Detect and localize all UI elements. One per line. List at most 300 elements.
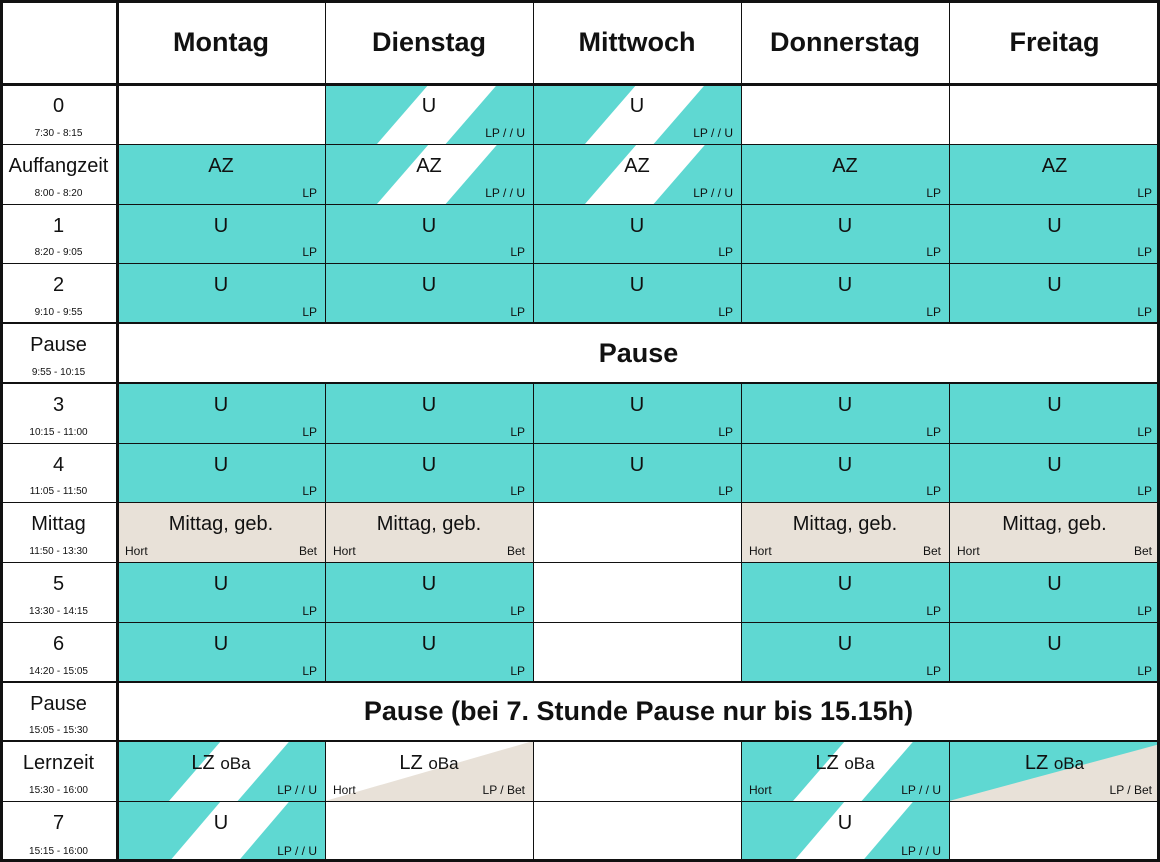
slot-cell bbox=[741, 443, 949, 502]
period-time: 10:15 - 11:00 bbox=[29, 427, 88, 438]
slot-cell bbox=[325, 144, 533, 204]
slot-label bbox=[117, 454, 325, 477]
slot-note-right: LP bbox=[926, 186, 941, 200]
slot-note-right: LP / / U bbox=[277, 783, 317, 797]
day-header: Dienstag bbox=[325, 0, 533, 84]
slot-label bbox=[117, 812, 325, 835]
slot-note-right: LP bbox=[510, 484, 525, 498]
slot-cell bbox=[741, 144, 949, 204]
slot-cell bbox=[117, 801, 325, 862]
slot-cell bbox=[325, 204, 533, 263]
slot-note-right: LP bbox=[1137, 664, 1152, 678]
slot-label-text: U bbox=[421, 215, 437, 237]
day-header: Freitag bbox=[949, 0, 1160, 84]
grid-line bbox=[325, 263, 326, 323]
slot-label-text: U bbox=[213, 215, 229, 237]
grid-line bbox=[533, 502, 534, 562]
slot-label-text: U bbox=[1047, 573, 1062, 595]
corner-cell bbox=[0, 0, 117, 84]
slot-cell bbox=[949, 801, 1160, 862]
slot-note-right: LP bbox=[926, 484, 941, 498]
pause-banner: Pause (bei 7. Stunde Pause nur bis 15.15h) bbox=[117, 682, 1160, 741]
period-time: 9:10 - 9:55 bbox=[34, 307, 83, 318]
period-name: 2 bbox=[52, 274, 65, 296]
slot-cell bbox=[741, 263, 949, 323]
grid-line bbox=[949, 502, 950, 562]
grid-line bbox=[949, 144, 950, 204]
slot-label bbox=[117, 274, 325, 297]
slot-note-right: Bet bbox=[506, 544, 525, 558]
slot-note-right: LP bbox=[718, 484, 733, 498]
slot-note-right: LP bbox=[926, 664, 941, 678]
slot-label-text: U bbox=[837, 274, 853, 296]
period-label bbox=[0, 502, 117, 562]
slot-label bbox=[533, 215, 741, 238]
slot-cell bbox=[741, 502, 949, 562]
period-label bbox=[0, 204, 117, 263]
grid-line bbox=[741, 263, 742, 323]
slot-label bbox=[117, 155, 325, 178]
slot-label bbox=[741, 274, 949, 297]
slot-label-text: LZ bbox=[399, 752, 423, 774]
grid-line bbox=[741, 144, 742, 204]
slot-note-right: LP bbox=[926, 425, 941, 439]
slot-label-text: LZ bbox=[191, 752, 215, 774]
slot-note-left: Hort bbox=[957, 544, 980, 558]
slot-label bbox=[117, 633, 325, 656]
grid-line bbox=[0, 144, 1160, 145]
slot-cell bbox=[533, 443, 741, 502]
grid-line bbox=[0, 801, 1160, 802]
grid-line bbox=[533, 263, 534, 323]
slot-label bbox=[949, 394, 1160, 417]
slot-note-left: Hort bbox=[749, 544, 772, 558]
slot-label-text: U bbox=[213, 633, 229, 655]
grid-line bbox=[949, 443, 950, 502]
slot-cell bbox=[117, 144, 325, 204]
day-header: Donnerstag bbox=[741, 0, 949, 84]
slot-label bbox=[117, 394, 325, 417]
slot-label bbox=[325, 633, 533, 656]
slot-label bbox=[949, 274, 1160, 297]
slot-label-text: U bbox=[421, 274, 437, 296]
period-time: 14:20 - 15:05 bbox=[29, 666, 88, 677]
grid-line bbox=[741, 741, 742, 801]
slot-note-right: LP / / U bbox=[485, 186, 525, 200]
grid-line bbox=[533, 0, 534, 84]
slot-note-right: LP bbox=[302, 664, 317, 678]
slot-label-sub: oBa bbox=[844, 754, 875, 773]
slot-label bbox=[741, 573, 949, 596]
slot-note-right: LP bbox=[302, 484, 317, 498]
slot-label bbox=[741, 215, 949, 238]
slot-cell bbox=[533, 144, 741, 204]
grid-line bbox=[325, 144, 326, 204]
period-name: 3 bbox=[52, 394, 65, 416]
grid-line bbox=[0, 83, 1160, 86]
slot-label bbox=[533, 454, 741, 477]
slot-label-text: AZ bbox=[832, 155, 858, 177]
slot-label bbox=[533, 394, 741, 417]
day-header: Mittwoch bbox=[533, 0, 741, 84]
slot-label bbox=[325, 155, 533, 178]
period-name: Mittag bbox=[31, 513, 86, 535]
slot-label-text: U bbox=[837, 812, 853, 834]
grid-line bbox=[0, 681, 1160, 683]
slot-note-right: LP bbox=[1137, 425, 1152, 439]
slot-cell bbox=[117, 562, 325, 622]
slot-label bbox=[325, 394, 533, 417]
slot-cell bbox=[949, 383, 1160, 443]
slot-cell bbox=[325, 383, 533, 443]
grid-line bbox=[741, 443, 742, 502]
period-time: 13:30 - 14:15 bbox=[29, 606, 88, 617]
slot-cell bbox=[741, 622, 949, 682]
period-time: 15:05 - 15:30 bbox=[29, 725, 88, 736]
period-time: 9:55 - 10:15 bbox=[31, 367, 86, 378]
slot-note-right: LP bbox=[926, 604, 941, 618]
period-name: Pause bbox=[30, 693, 87, 715]
slot-label-text: U bbox=[1047, 274, 1062, 296]
period-name: 6 bbox=[52, 633, 65, 655]
slot-cell bbox=[533, 204, 741, 263]
grid-line bbox=[741, 801, 742, 862]
grid-line bbox=[533, 204, 534, 263]
slot-label-text: AZ bbox=[416, 155, 442, 177]
grid-line bbox=[741, 84, 742, 144]
period-name: 5 bbox=[52, 573, 65, 595]
period-label bbox=[0, 263, 117, 323]
slot-cell bbox=[325, 443, 533, 502]
slot-cell bbox=[325, 502, 533, 562]
slot-cell bbox=[117, 84, 325, 144]
slot-cell bbox=[325, 622, 533, 682]
grid-line bbox=[533, 383, 534, 443]
period-name: 7 bbox=[52, 812, 65, 834]
day-header: Montag bbox=[117, 0, 325, 84]
grid-line bbox=[949, 84, 950, 144]
slot-note-left: Hort bbox=[333, 783, 356, 797]
slot-label bbox=[949, 573, 1160, 596]
slot-label bbox=[325, 274, 533, 297]
period-label bbox=[0, 443, 117, 502]
slot-label bbox=[117, 573, 325, 596]
period-name: 0 bbox=[52, 95, 65, 117]
slot-note-right: LP / / U bbox=[693, 186, 733, 200]
slot-note-right: LP / / U bbox=[901, 783, 941, 797]
slot-cell bbox=[949, 84, 1160, 144]
slot-label-text: U bbox=[837, 454, 853, 476]
period-label bbox=[0, 383, 117, 443]
slot-cell bbox=[325, 562, 533, 622]
slot-cell bbox=[741, 383, 949, 443]
slot-label-text: U bbox=[837, 633, 853, 655]
grid-line bbox=[949, 562, 950, 622]
slot-note-right: LP bbox=[718, 425, 733, 439]
slot-cell bbox=[949, 144, 1160, 204]
slot-note-right: LP bbox=[926, 245, 941, 259]
slot-label bbox=[117, 752, 325, 775]
period-name: Pause bbox=[30, 334, 87, 356]
slot-cell bbox=[949, 204, 1160, 263]
grid-line bbox=[949, 204, 950, 263]
slot-label bbox=[117, 513, 325, 536]
slot-label-text: U bbox=[629, 215, 645, 237]
slot-note-right: LP bbox=[1137, 245, 1152, 259]
grid-line bbox=[116, 0, 119, 862]
slot-label bbox=[949, 513, 1160, 536]
slot-label-text: AZ bbox=[1041, 155, 1068, 177]
slot-label-text: U bbox=[421, 633, 437, 655]
slot-label bbox=[741, 812, 949, 835]
grid-line bbox=[0, 322, 1160, 324]
slot-cell bbox=[325, 801, 533, 862]
slot-cell bbox=[533, 84, 741, 144]
slot-cell bbox=[741, 801, 949, 862]
grid-line bbox=[949, 622, 950, 682]
slot-label-text: U bbox=[837, 215, 853, 237]
slot-label-text: U bbox=[213, 394, 229, 416]
grid-line bbox=[949, 801, 950, 862]
period-name: Lernzeit bbox=[22, 752, 95, 774]
slot-note-right: LP bbox=[510, 245, 525, 259]
slot-note-left: Hort bbox=[125, 544, 148, 558]
grid-line bbox=[741, 562, 742, 622]
grid-line bbox=[741, 622, 742, 682]
grid-line bbox=[0, 562, 1160, 563]
slot-label bbox=[325, 95, 533, 118]
slot-label-text: U bbox=[421, 394, 437, 416]
slot-cell bbox=[117, 502, 325, 562]
grid-line bbox=[741, 383, 742, 443]
grid-line bbox=[533, 562, 534, 622]
period-label bbox=[0, 682, 117, 741]
slot-note-right: LP bbox=[302, 425, 317, 439]
grid-line bbox=[0, 263, 1160, 264]
slot-label bbox=[533, 274, 741, 297]
slot-note-right: LP bbox=[718, 245, 733, 259]
slot-cell bbox=[949, 622, 1160, 682]
slot-cell bbox=[741, 741, 949, 801]
slot-label-text: U bbox=[213, 573, 229, 595]
slot-cell bbox=[533, 263, 741, 323]
slot-label bbox=[533, 95, 741, 118]
slot-label-text: Mittag, geb. bbox=[376, 513, 482, 535]
slot-note-right: LP bbox=[302, 186, 317, 200]
slot-label-text: Mittag, geb. bbox=[168, 513, 274, 535]
slot-note-right: LP bbox=[510, 305, 525, 319]
slot-note-right: LP / / U bbox=[693, 126, 733, 140]
period-label bbox=[0, 741, 117, 801]
slot-note-right: LP bbox=[302, 305, 317, 319]
grid-line bbox=[949, 263, 950, 323]
slot-label-text: Mittag, geb. bbox=[1002, 513, 1107, 535]
slot-cell bbox=[949, 741, 1160, 801]
period-label bbox=[0, 801, 117, 862]
slot-note-right: LP bbox=[510, 425, 525, 439]
grid-line bbox=[325, 622, 326, 682]
slot-label-text: U bbox=[421, 573, 437, 595]
slot-note-right: LP bbox=[302, 604, 317, 618]
grid-line bbox=[325, 204, 326, 263]
slot-cell bbox=[949, 502, 1160, 562]
grid-line bbox=[533, 622, 534, 682]
period-label bbox=[0, 562, 117, 622]
slot-note-right: LP bbox=[1137, 604, 1152, 618]
slot-cell bbox=[533, 801, 741, 862]
period-label bbox=[0, 84, 117, 144]
slot-cell bbox=[325, 263, 533, 323]
grid-line bbox=[533, 443, 534, 502]
slot-cell bbox=[117, 204, 325, 263]
slot-label-text: LZ bbox=[1024, 752, 1049, 774]
slot-note-left: Hort bbox=[749, 783, 772, 797]
grid-line bbox=[0, 0, 3, 862]
period-time: 11:50 - 13:30 bbox=[29, 546, 88, 557]
slot-note-right: Bet bbox=[922, 544, 941, 558]
grid-line bbox=[533, 741, 534, 801]
slot-label-text: U bbox=[1047, 454, 1062, 476]
slot-label-text: U bbox=[837, 394, 853, 416]
slot-label-text: Mittag, geb. bbox=[792, 513, 898, 535]
slot-label-text: U bbox=[213, 812, 229, 834]
grid-line bbox=[0, 622, 1160, 623]
slot-label-text: U bbox=[421, 454, 437, 476]
grid-line bbox=[533, 144, 534, 204]
slot-label bbox=[949, 633, 1160, 656]
slot-note-right: LP bbox=[510, 604, 525, 618]
slot-label bbox=[741, 454, 949, 477]
grid-line bbox=[949, 383, 950, 443]
grid-line bbox=[325, 84, 326, 144]
grid-line bbox=[325, 801, 326, 862]
slot-cell bbox=[325, 741, 533, 801]
period-time: 15:15 - 16:00 bbox=[29, 846, 88, 857]
slot-label-sub: oBa bbox=[428, 754, 459, 773]
grid-line bbox=[0, 0, 1160, 3]
period-time: 8:20 - 9:05 bbox=[34, 247, 83, 258]
slot-label bbox=[325, 454, 533, 477]
slot-label-text: U bbox=[837, 573, 853, 595]
slot-note-right: LP bbox=[718, 305, 733, 319]
grid-line bbox=[325, 562, 326, 622]
period-time: 11:05 - 11:50 bbox=[29, 486, 88, 497]
period-name: Auffangzeit bbox=[8, 155, 109, 177]
slot-label bbox=[949, 752, 1160, 775]
slot-note-right: Bet bbox=[1133, 544, 1152, 558]
slot-label-text: AZ bbox=[208, 155, 234, 177]
slot-cell bbox=[117, 443, 325, 502]
slot-cell bbox=[533, 741, 741, 801]
grid-line bbox=[325, 383, 326, 443]
grid-line bbox=[949, 0, 950, 84]
slot-cell bbox=[533, 622, 741, 682]
period-time: 8:00 - 8:20 bbox=[34, 188, 83, 199]
slot-label-text: U bbox=[1047, 633, 1062, 655]
period-time: 15:30 - 16:00 bbox=[29, 785, 88, 796]
slot-cell bbox=[117, 622, 325, 682]
grid-line bbox=[741, 0, 742, 84]
slot-label-text: U bbox=[629, 95, 645, 117]
period-time: 7:30 - 8:15 bbox=[34, 128, 83, 139]
grid-line bbox=[741, 502, 742, 562]
pause-banner: Pause bbox=[117, 323, 1160, 383]
slot-cell bbox=[533, 562, 741, 622]
slot-label-sub: oBa bbox=[1053, 754, 1085, 773]
slot-cell bbox=[533, 383, 741, 443]
slot-label bbox=[949, 454, 1160, 477]
grid-line bbox=[0, 502, 1160, 503]
slot-cell bbox=[741, 562, 949, 622]
slot-label-text: U bbox=[213, 274, 229, 296]
period-name: 1 bbox=[52, 215, 65, 237]
slot-label-text: U bbox=[629, 454, 645, 476]
slot-label bbox=[325, 215, 533, 238]
slot-label bbox=[325, 752, 533, 775]
grid-line bbox=[741, 204, 742, 263]
slot-cell bbox=[325, 84, 533, 144]
slot-label bbox=[533, 155, 741, 178]
slot-note-right: LP / / U bbox=[277, 844, 317, 858]
period-label bbox=[0, 144, 117, 204]
slot-label-text: U bbox=[1047, 215, 1062, 237]
grid-line bbox=[533, 801, 534, 862]
slot-note-right: LP bbox=[1137, 186, 1152, 200]
slot-label bbox=[949, 155, 1160, 178]
slot-note-right: Bet bbox=[298, 544, 317, 558]
slot-label-text: LZ bbox=[815, 752, 839, 774]
slot-cell bbox=[533, 502, 741, 562]
slot-note-left: Hort bbox=[333, 544, 356, 558]
slot-label bbox=[325, 573, 533, 596]
slot-note-right: LP bbox=[1137, 484, 1152, 498]
slot-label bbox=[741, 752, 949, 775]
slot-label bbox=[949, 215, 1160, 238]
slot-label bbox=[325, 513, 533, 536]
slot-label-text: AZ bbox=[624, 155, 650, 177]
slot-label-text: U bbox=[213, 454, 229, 476]
slot-label-text: U bbox=[629, 274, 645, 296]
slot-cell bbox=[741, 204, 949, 263]
period-label bbox=[0, 323, 117, 383]
slot-cell bbox=[949, 443, 1160, 502]
slot-cell bbox=[117, 383, 325, 443]
slot-cell bbox=[949, 263, 1160, 323]
grid-line bbox=[949, 741, 950, 801]
slot-note-right: LP bbox=[926, 305, 941, 319]
slot-note-right: LP / / U bbox=[485, 126, 525, 140]
slot-cell bbox=[117, 741, 325, 801]
grid-line bbox=[533, 84, 534, 144]
grid-line bbox=[0, 382, 1160, 384]
grid-line bbox=[0, 740, 1160, 742]
period-label bbox=[0, 622, 117, 682]
slot-note-right: LP bbox=[302, 245, 317, 259]
slot-label bbox=[741, 633, 949, 656]
slot-label-text: U bbox=[1047, 394, 1062, 416]
slot-label bbox=[741, 394, 949, 417]
slot-note-right: LP / / U bbox=[901, 844, 941, 858]
grid-line bbox=[325, 741, 326, 801]
grid-line bbox=[325, 443, 326, 502]
grid-line bbox=[325, 0, 326, 84]
grid-line bbox=[325, 502, 326, 562]
slot-cell bbox=[949, 562, 1160, 622]
slot-label bbox=[741, 155, 949, 178]
slot-label-sub: oBa bbox=[220, 754, 251, 773]
slot-label bbox=[117, 215, 325, 238]
slot-label bbox=[741, 513, 949, 536]
